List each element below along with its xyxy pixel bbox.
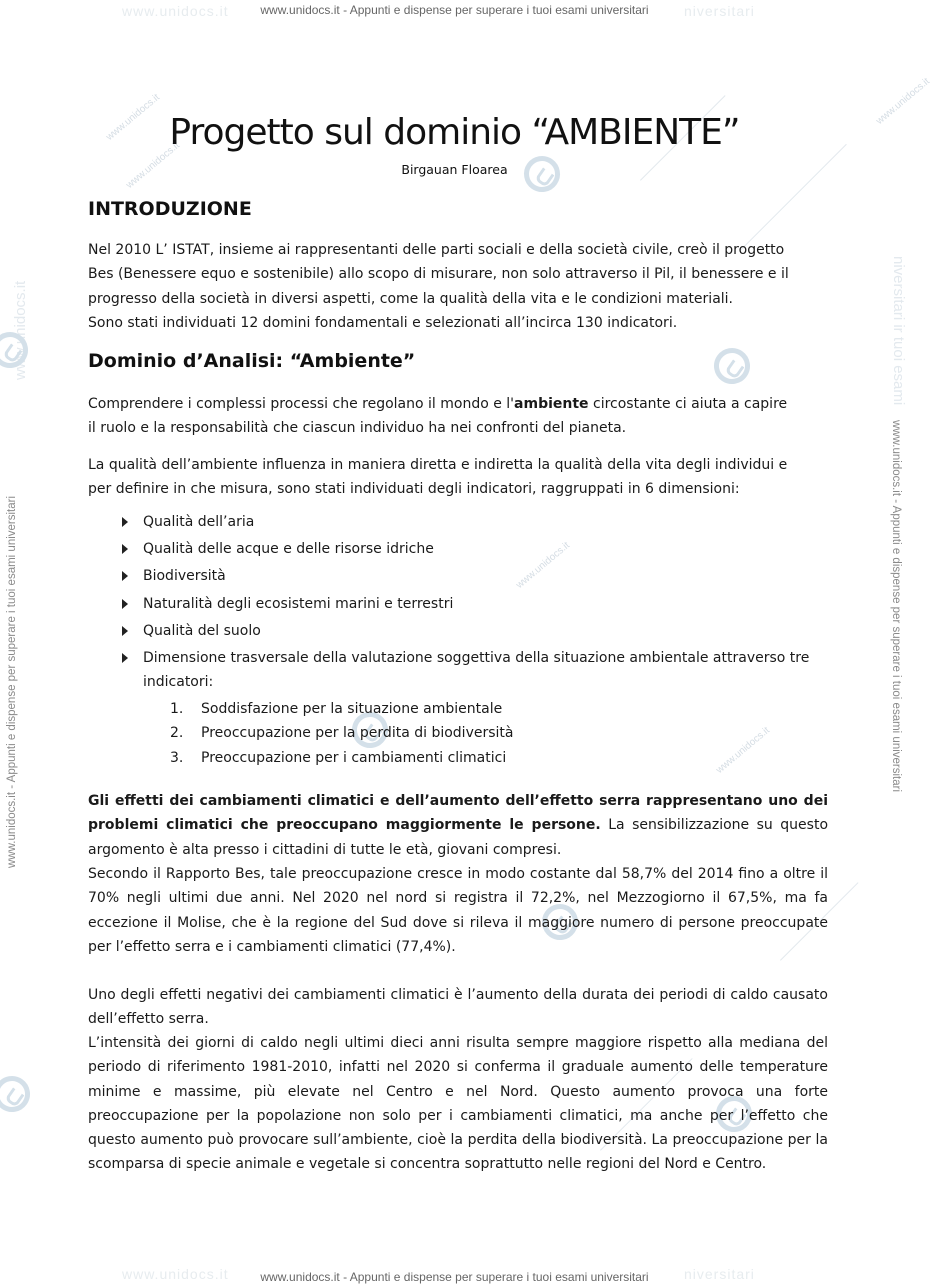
- numbered-item: [170, 697, 513, 721]
- watermark-ghost-bottom-right: niversitari: [684, 1266, 755, 1282]
- bullet-arrow-icon: [122, 599, 128, 609]
- list-item: [120, 592, 830, 616]
- watermark-header: www.unidocs.it - Appunti e dispense per superare i tuoi esami universitari: [260, 3, 649, 17]
- watermark-side-left: www.unidocs.it - Appunti e dispense per superare i tuoi esami universitari: [6, 495, 18, 868]
- paragraph-line: per definire in che misura, sono stati individuati degli indicatori, raggruppati in 6 dimensioni:: [88, 481, 740, 498]
- paragraph-line: La qualità dell’ambiente influenza in maniera diretta e indiretta la qualità della vita degli individui e: [88, 457, 788, 473]
- watermark-ghost-bottom-left: www.unidocs.it: [122, 1266, 229, 1282]
- bullet-arrow-icon: [122, 626, 128, 636]
- numbered-item: [170, 721, 513, 745]
- intro-paragraph: [88, 238, 828, 335]
- list-item: [120, 564, 830, 588]
- text-run: circostante ci aiuta a capire: [588, 396, 788, 412]
- list-item: [120, 537, 830, 561]
- text-run: La sensibilizzazione su questo argomento è alta presso i cittadini di tutte le età, giovani compresi.: [88, 817, 829, 858]
- watermark-ghost-top-left: www.unidocs.it: [122, 3, 229, 19]
- list-item: [120, 510, 830, 534]
- list-item-text: Qualità dell’aria: [143, 514, 255, 530]
- paragraph-rapporto-bes: Secondo il Rapporto Bes, tale preoccupazione cresce in modo costante dal 58,7% del 2014 fino a oltre il 70% negli ultimi due anni. Nel 2020 nel nord si registra il 72,2%, nel Mezzogiorno il 67,5%, ma fa eccezione il Molise, che è la regione del Sud dove si rileva il maggiore numero di persone preoccupate per l’effetto serra e i cambiamenti climatici (77,4%).: [88, 866, 828, 955]
- watermark-diagonal: www.unidocs.it: [104, 92, 162, 143]
- watermark-ghost-top-right: niversitari: [684, 3, 755, 19]
- paragraph-heat-periods: Uno degli effetti negativi dei cambiamenti climatici è l’aumento della durata dei periodi di caldo causato dell’effetto serra.: [88, 987, 828, 1028]
- list-item: [120, 646, 830, 695]
- bullet-arrow-icon: [122, 544, 128, 554]
- unidocs-logo-icon: [707, 341, 757, 391]
- bullet-arrow-icon: [122, 653, 128, 663]
- list-item: [120, 619, 830, 643]
- item-number: 1.: [170, 701, 184, 717]
- watermark-side-right-ghost: niversitari ir tuoi esami: [890, 256, 907, 406]
- intro-line: progresso della società in diversi aspetti, come la qualità della vita e le condizioni materiali.: [88, 290, 733, 307]
- list-item-text: Naturalità degli ecosistemi marini e terrestri: [143, 595, 454, 612]
- dimensions-list: [120, 510, 830, 697]
- item-number: 2.: [170, 725, 184, 742]
- watermark-diagonal: www.unidocs.it: [124, 140, 182, 191]
- unidocs-logo-icon: [0, 1069, 37, 1119]
- list-item-text: Qualità del suolo: [143, 622, 261, 639]
- document-title: Progetto sul dominio “AMBIENTE”: [169, 112, 740, 153]
- section-heading-introduzione: INTRODUZIONE: [88, 198, 252, 220]
- watermark-line: [740, 144, 847, 251]
- item-text: Preoccupazione per la perdita di biodiversità: [201, 725, 514, 742]
- item-text: Preoccupazione per i cambiamenti climatici: [201, 749, 507, 766]
- watermark-side-left-ghost: www.unidocs.it: [12, 280, 29, 380]
- paragraph-ambiente-intro: [88, 392, 828, 441]
- bold-text-run: ambiente: [514, 396, 589, 412]
- sub-indicators-list: [170, 697, 513, 770]
- author-name: Birgauan Floarea: [401, 162, 508, 177]
- list-item-text: Biodiversità: [143, 568, 226, 585]
- list-item-text: Qualità delle acque e delle risorse idriche: [143, 541, 434, 558]
- item-number: 3.: [170, 749, 184, 766]
- text-run: Comprendere i complessi processi che regolano il mondo e l': [88, 396, 515, 412]
- intro-line: Bes (Benessere equo e sostenibile) allo scopo di misurare, non solo attraverso il Pil, il benessere e il: [88, 266, 789, 283]
- intro-line: Sono stati individuati 12 domini fondamentali e selezionati all’incirca 130 indicatori.: [88, 314, 678, 331]
- watermark-footer: www.unidocs.it - Appunti e dispense per superare i tuoi esami universitari: [260, 1270, 649, 1284]
- paragraph-climate-effects: [88, 789, 828, 862]
- paragraph-line: il ruolo e la responsabilità che ciascun individuo ha nei confronti del pianeta.: [88, 420, 627, 437]
- list-item-text: Dimensione trasversale della valutazione soggettiva della situazione ambientale attraverso tre indicatori:: [143, 649, 810, 691]
- watermark-diagonal: www.unidocs.it: [514, 540, 572, 591]
- watermark-side-right: www.unidocs.it - Appunti e dispense per superare i tuoi esami universitari: [890, 420, 902, 793]
- paragraph-heat-intensity: L’intensità dei giorni di caldo negli ultimi dieci anni risulta sempre maggiore rispetto alla mediana del periodo di riferimento 1981-2010, infatti nel 2020 si conferma il graduale aumento delle temperature minime e massime, più elevate nel Centro e nel Nord. Questo aumento provoca una forte preoccupazione per la popolazione non solo per i cambiamenti climatici, ma anche per l’effetto che questo aumento può provocare sull’ambiente, cioè la perdita della biodiversità. La preoccupazione per la scomparsa di specie animale e vegetale si concentra soprattutto nelle regioni del Nord e Centro.: [88, 1035, 828, 1173]
- item-text: Soddisfazione per la situazione ambientale: [201, 701, 503, 717]
- bold-text-run: Gli effetti dei cambiamenti climatici e dell’aumento dell’effetto serra rappresentano uno dei problemi climatici che preoccupano maggiormente le persone.: [88, 793, 828, 834]
- watermark-diagonal: www.unidocs.it: [714, 725, 772, 776]
- paragraph-line: [88, 392, 828, 416]
- paragraph-quality: [88, 453, 828, 502]
- bullet-arrow-icon: [122, 571, 128, 581]
- numbered-item: [170, 746, 513, 770]
- section-heading-dominio: Dominio d’Analisi: “Ambiente”: [88, 350, 416, 372]
- intro-line: Nel 2010 L’ ISTAT, insieme ai rappresentanti delle parti sociali e della società civile, creò il progetto: [88, 242, 785, 258]
- watermark-diagonal: www.unidocs.it: [874, 76, 932, 127]
- bullet-arrow-icon: [122, 517, 128, 527]
